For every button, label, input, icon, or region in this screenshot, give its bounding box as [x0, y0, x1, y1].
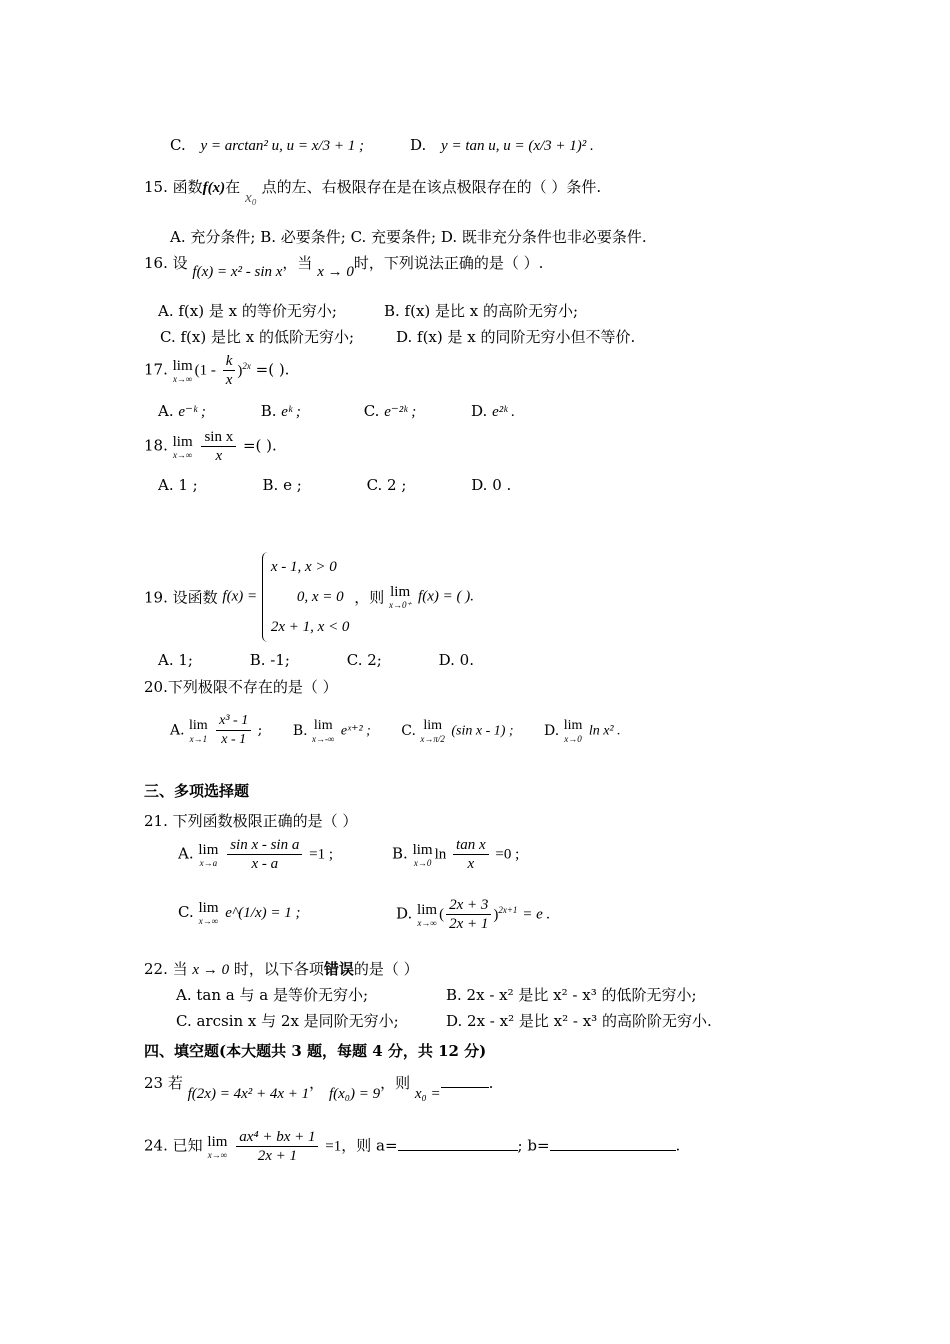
- question-18: 18. lim x→∞ $\frac{\text{sin x}}{x}$ =( ).: [144, 429, 277, 464]
- fraction: $\frac{k}{x}$: [223, 352, 236, 389]
- q16-option-c: C. f(x) 是比 x 的低阶无穷小;: [160, 328, 355, 346]
- question-24: 24. 已知 lim x→∞ $\frac{\text{ax⁴ + bx + 1}}{2x + 1}$ =1，则 a= ; b= .: [144, 1129, 681, 1164]
- piecewise-cases: x - 1, x > 0 0, x = 0 2x + 1, x < 0: [262, 552, 350, 642]
- question-20: 20.下列极限不存在的是（ ）: [144, 678, 338, 696]
- formula: y = tan u, u = (x/3 + 1)² .: [441, 138, 594, 154]
- limit-operator: lim x→∞: [172, 433, 193, 460]
- q15-options: A. 充分条件; B. 必要条件; C. 充要条件; D. 既非充分条件也非必要条件.: [170, 228, 647, 246]
- q14-option-d: [410, 136, 594, 155]
- q16-option-b: B. f(x) 是比 x 的高阶无穷小;: [384, 302, 579, 320]
- option-label: C.: [170, 136, 186, 154]
- question-23: 23 若 f(2x) = 4x² + 4x + 1， f(x₀) = 9，则 x₀ =.: [144, 1074, 494, 1102]
- q14-option-c: [170, 136, 364, 155]
- q21-option-d: D. lim x→∞ ( $\frac{2x + 3}{2x + 1}$ )$^{2x+1}$ = e .: [396, 897, 551, 932]
- q16-option-a: A. f(x) 是 x 的等价无穷小;: [158, 302, 337, 320]
- limit-operator: lim x→∞: [172, 357, 193, 384]
- q21-option-a: A. lim x→a $\frac{\text{sin x - sin a}}{x - a}$ =1 ;: [178, 837, 334, 872]
- limit-operator: lim x→0⁺: [389, 584, 412, 610]
- q22-option-d: D. 2x - x² 是比 x² - x³ 的高阶阶无穷小.: [446, 1012, 712, 1030]
- section-title: 四、填空题(本大题共 3 题，每题 4 分，共 12 分): [144, 1042, 487, 1060]
- q21-option-c: C. lim x→∞ e^(1/x) = 1 ;: [178, 900, 301, 926]
- question-16: 16. 设 f(x) = x² - sin x，当 x → 0时，下列说法正确的是（ ）.: [144, 254, 544, 280]
- question-21: 21. 下列函数极限正确的是（ ）: [144, 812, 358, 830]
- q16-option-d: D. f(x) 是 x 的同阶无穷小但不等价.: [396, 328, 636, 346]
- section-title: 三、多项选择题: [144, 782, 250, 800]
- question-22: 22. 当 x → 0 时，以下各项错误的是（ ）: [144, 960, 419, 978]
- fraction: $\frac{\text{sin x}}{x}$: [201, 428, 236, 465]
- formula: y = arctan² u, u = x/3 + 1 ;: [200, 138, 364, 154]
- question-15: 15. 函数f(x)在 x₀ 点的左、右极限存在是在该点极限存在的（ ）条件.: [144, 178, 602, 206]
- question-19: 19. 设函数 f(x) = x - 1, x > 0 0, x = 0 2x + 1, x < 0 ，则 lim x→0⁺ f(x) = ( ).: [144, 552, 474, 642]
- q21-option-b: B. lim x→0 ln $\frac{\text{tan x}}{x}$ =0 ;: [392, 837, 520, 872]
- answer-blank-b[interactable]: [550, 1150, 676, 1151]
- q18-options: A. 1 ; B. e ; C. 2 ; D. 0 .: [158, 476, 512, 494]
- q17-options: A. e⁻ᵏ ; B. eᵏ ; C. e⁻²ᵏ ; D. e²ᵏ .: [158, 402, 515, 420]
- q22-option-a: A. tan a 与 a 是等价无穷小;: [176, 986, 369, 1004]
- answer-blank-a[interactable]: [398, 1150, 518, 1151]
- answer-blank-x0[interactable]: [441, 1087, 489, 1088]
- q22-option-c: C. arcsin x 与 2x 是同阶无穷小;: [176, 1012, 399, 1030]
- option-label: D.: [410, 136, 427, 154]
- question-17: 17. lim x→∞ (1 - $\frac{k}{x}$ )$^{2x}$ =( ).: [144, 353, 290, 388]
- q19-options: A. 1; B. -1; C. 2; D. 0.: [158, 651, 474, 669]
- q22-option-b: B. 2x - x² 是比 x² - x³ 的低阶无穷小;: [446, 986, 697, 1004]
- q20-options: A. lim x→1 $\frac{\text{x³ - 1}}{x - 1}$ ; B. lim x→-∞ eˣ⁺² ; C. lim x→π/2 (sin x - 1) ; D. lim x→0 ln x² .: [170, 713, 621, 747]
